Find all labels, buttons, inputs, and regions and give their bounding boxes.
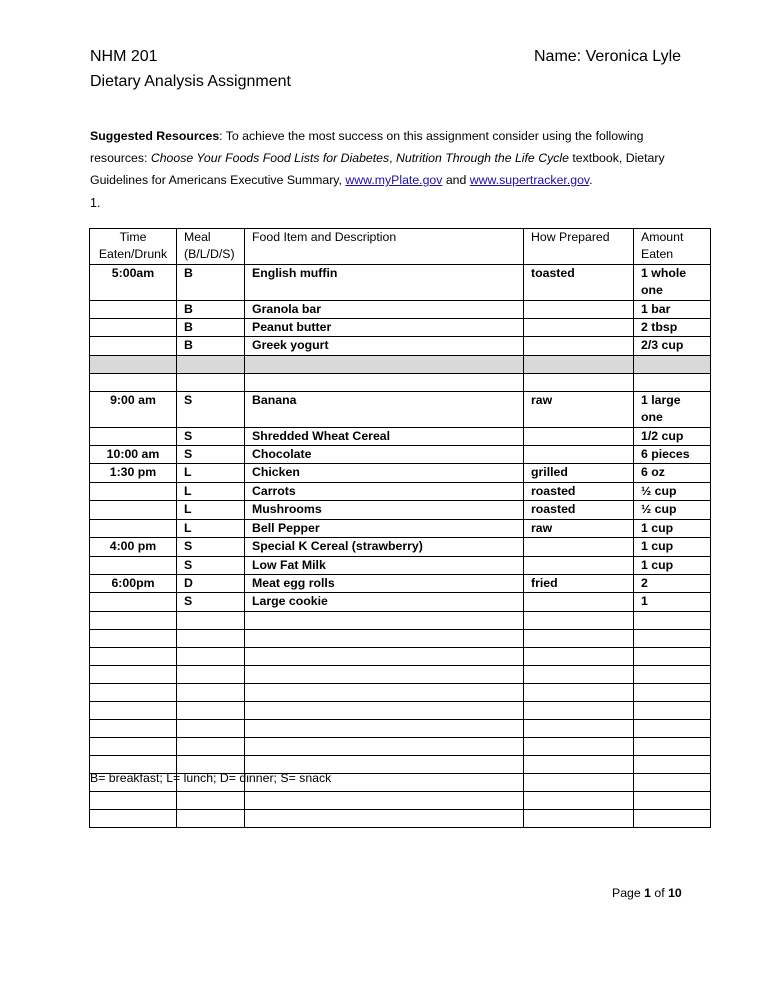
course-code: NHM 201: [90, 48, 158, 65]
empty-cell: [634, 665, 711, 683]
spacer-cell: [177, 373, 245, 391]
empty-cell: [524, 701, 634, 719]
empty-cell: [90, 719, 177, 737]
cell-amount: ½ cup: [634, 482, 711, 500]
cell-time: [90, 593, 177, 611]
empty-cell: [245, 611, 524, 629]
empty-row: [90, 683, 711, 701]
cell-time: [90, 319, 177, 337]
empty-cell: [90, 665, 177, 683]
cell-food: Carrots: [245, 482, 524, 500]
separator-cell: [90, 355, 177, 373]
cell-meal: S: [177, 446, 245, 464]
empty-row: [90, 665, 711, 683]
empty-cell: [177, 665, 245, 683]
empty-cell: [634, 809, 711, 827]
empty-row: [90, 629, 711, 647]
resources-mid: textbook, Dietary Guidelines for Americans Executive Summary,: [90, 151, 665, 187]
empty-cell: [524, 683, 634, 701]
empty-cell: [245, 683, 524, 701]
resource-book-diabetes: Choose Your Foods Food Lists for Diabetes: [150, 151, 390, 165]
separator-cell: [524, 355, 634, 373]
cell-food: Granola bar: [245, 300, 524, 318]
table-row: [90, 556, 711, 574]
cell-amount: 1 cup: [634, 519, 711, 537]
empty-cell: [634, 791, 711, 809]
cell-food: Peanut butter: [245, 319, 524, 337]
cell-meal: B: [177, 337, 245, 355]
empty-row: [90, 611, 711, 629]
cell-meal: B: [177, 300, 245, 318]
table-row: [90, 391, 711, 427]
cell-food: Greek yogurt: [245, 337, 524, 355]
header-amount: Amount Eaten: [634, 229, 711, 265]
cell-meal: B: [177, 264, 245, 300]
header-meal: Meal (B/L/D/S): [177, 229, 245, 265]
empty-cell: [177, 629, 245, 647]
student-name: Name: Veronica Lyle: [534, 48, 682, 65]
header-food: Food Item and Description: [245, 229, 524, 265]
assignment-title: Dietary Analysis Assignment: [90, 73, 291, 90]
empty-cell: [177, 737, 245, 755]
cell-prep: [524, 337, 634, 355]
food-log-table: [89, 228, 711, 828]
table-row: [90, 482, 711, 500]
empty-cell: [90, 737, 177, 755]
empty-row: [90, 809, 711, 827]
table-header-row: [90, 229, 711, 265]
empty-row: [90, 719, 711, 737]
cell-food: Bell Pepper: [245, 519, 524, 537]
empty-row: [90, 647, 711, 665]
cell-meal: B: [177, 319, 245, 337]
cell-amount: 1 whole one: [634, 264, 711, 300]
resources-intro: : To achieve the most success on this assignment consider using the following resources:: [90, 129, 644, 165]
table-row: [90, 337, 711, 355]
cell-meal: L: [177, 501, 245, 519]
table-row: [90, 519, 711, 537]
empty-cell: [634, 737, 711, 755]
spacer-row: [90, 373, 711, 391]
cell-prep: toasted: [524, 264, 634, 300]
cell-time: [90, 482, 177, 500]
cell-amount: 1/2 cup: [634, 427, 711, 445]
separator-cell: [634, 355, 711, 373]
cell-amount: 1 cup: [634, 538, 711, 556]
empty-cell: [177, 791, 245, 809]
empty-cell: [177, 701, 245, 719]
empty-cell: [90, 611, 177, 629]
cell-meal: L: [177, 519, 245, 537]
cell-amount: 6 oz: [634, 464, 711, 482]
spacer-cell: [524, 373, 634, 391]
header-time: Time Eaten/Drunk: [90, 229, 177, 265]
cell-amount: 1: [634, 593, 711, 611]
cell-meal: S: [177, 556, 245, 574]
cell-meal: S: [177, 391, 245, 427]
resource-book-life-cycle: Nutrition Through the Life Cycle: [396, 151, 569, 165]
cell-food: English muffin: [245, 264, 524, 300]
table-row: [90, 501, 711, 519]
empty-cell: [90, 647, 177, 665]
empty-cell: [634, 629, 711, 647]
question-number: 1.: [90, 196, 101, 210]
table-row: [90, 300, 711, 318]
cell-food: Shredded Wheat Cereal: [245, 427, 524, 445]
cell-prep: roasted: [524, 482, 634, 500]
page-of: of: [650, 886, 669, 900]
cell-time: 9:00 am: [90, 391, 177, 427]
empty-cell: [634, 773, 711, 791]
empty-cell: [524, 755, 634, 773]
cell-prep: [524, 593, 634, 611]
spacer-cell: [634, 373, 711, 391]
meal-legend: B= breakfast; L= lunch; D= dinner; S= snack: [90, 771, 332, 785]
empty-cell: [524, 611, 634, 629]
cell-food: Mushrooms: [245, 501, 524, 519]
empty-cell: [634, 611, 711, 629]
cell-prep: [524, 319, 634, 337]
empty-cell: [634, 683, 711, 701]
empty-cell: [524, 629, 634, 647]
cell-time: [90, 300, 177, 318]
cell-prep: [524, 446, 634, 464]
cell-food: Chocolate: [245, 446, 524, 464]
empty-cell: [524, 809, 634, 827]
cell-prep: roasted: [524, 501, 634, 519]
empty-cell: [245, 719, 524, 737]
empty-row: [90, 737, 711, 755]
empty-cell: [245, 701, 524, 719]
empty-cell: [634, 701, 711, 719]
cell-prep: fried: [524, 574, 634, 592]
cell-meal: L: [177, 482, 245, 500]
table-row: [90, 319, 711, 337]
empty-cell: [90, 701, 177, 719]
cell-prep: [524, 427, 634, 445]
cell-food: Meat egg rolls: [245, 574, 524, 592]
empty-cell: [524, 665, 634, 683]
cell-time: [90, 519, 177, 537]
page-total: 10: [668, 886, 682, 900]
empty-cell: [245, 665, 524, 683]
empty-cell: [245, 791, 524, 809]
cell-food: Large cookie: [245, 593, 524, 611]
cell-amount: 2: [634, 574, 711, 592]
spacer-cell: [90, 373, 177, 391]
cell-food: Special K Cereal (strawberry): [245, 538, 524, 556]
page-number: [612, 886, 682, 900]
cell-time: 6:00pm: [90, 574, 177, 592]
cell-prep: raw: [524, 391, 634, 427]
cell-prep: grilled: [524, 464, 634, 482]
empty-cell: [524, 773, 634, 791]
myplate-link[interactable]: www.myPlate.gov: [345, 173, 443, 187]
empty-cell: [90, 809, 177, 827]
table-row: [90, 446, 711, 464]
cell-amount: 1 bar: [634, 300, 711, 318]
separator-cell: [177, 355, 245, 373]
table-row: [90, 538, 711, 556]
cell-meal: S: [177, 538, 245, 556]
cell-meal: S: [177, 593, 245, 611]
resources-sep: ,: [389, 151, 397, 165]
empty-cell: [634, 755, 711, 773]
table-row: [90, 574, 711, 592]
empty-cell: [177, 647, 245, 665]
cell-food: Chicken: [245, 464, 524, 482]
cell-meal: S: [177, 427, 245, 445]
header-prep: How Prepared: [524, 229, 634, 265]
empty-cell: [524, 791, 634, 809]
empty-cell: [245, 737, 524, 755]
empty-cell: [634, 647, 711, 665]
resources-end: .: [589, 173, 593, 187]
separator-row: [90, 355, 711, 373]
separator-cell: [245, 355, 524, 373]
cell-time: 10:00 am: [90, 446, 177, 464]
cell-time: 5:00am: [90, 264, 177, 300]
empty-cell: [634, 719, 711, 737]
empty-cell: [524, 719, 634, 737]
cell-amount: 1 large one: [634, 391, 711, 427]
cell-meal: D: [177, 574, 245, 592]
empty-cell: [524, 737, 634, 755]
empty-cell: [245, 809, 524, 827]
cell-meal: L: [177, 464, 245, 482]
empty-cell: [177, 719, 245, 737]
cell-time: [90, 337, 177, 355]
cell-amount: ½ cup: [634, 501, 711, 519]
cell-prep: [524, 300, 634, 318]
cell-time: 4:00 pm: [90, 538, 177, 556]
empty-cell: [177, 683, 245, 701]
cell-time: [90, 501, 177, 519]
empty-cell: [90, 791, 177, 809]
empty-cell: [90, 683, 177, 701]
cell-amount: 6 pieces: [634, 446, 711, 464]
empty-cell: [177, 611, 245, 629]
cell-time: [90, 556, 177, 574]
empty-row: [90, 791, 711, 809]
cell-prep: [524, 538, 634, 556]
empty-cell: [524, 647, 634, 665]
empty-cell: [245, 647, 524, 665]
cell-prep: raw: [524, 519, 634, 537]
page-current: 1: [644, 886, 651, 900]
spacer-cell: [245, 373, 524, 391]
supertracker-link[interactable]: www.supertracker.gov: [469, 173, 590, 187]
cell-amount: 2 tbsp: [634, 319, 711, 337]
cell-time: [90, 427, 177, 445]
suggested-resources: [90, 125, 680, 191]
resources-label: Suggested Resources: [90, 129, 220, 143]
cell-amount: 2/3 cup: [634, 337, 711, 355]
empty-row: [90, 701, 711, 719]
cell-food: Low Fat Milk: [245, 556, 524, 574]
empty-cell: [177, 809, 245, 827]
table-row: [90, 593, 711, 611]
resources-and: and: [442, 173, 470, 187]
cell-prep: [524, 556, 634, 574]
table-row: [90, 264, 711, 300]
table-row: [90, 464, 711, 482]
cell-amount: 1 cup: [634, 556, 711, 574]
cell-time: 1:30 pm: [90, 464, 177, 482]
table-row: [90, 427, 711, 445]
page-prefix: Page: [612, 886, 645, 900]
empty-cell: [90, 629, 177, 647]
cell-food: Banana: [245, 391, 524, 427]
empty-cell: [245, 629, 524, 647]
